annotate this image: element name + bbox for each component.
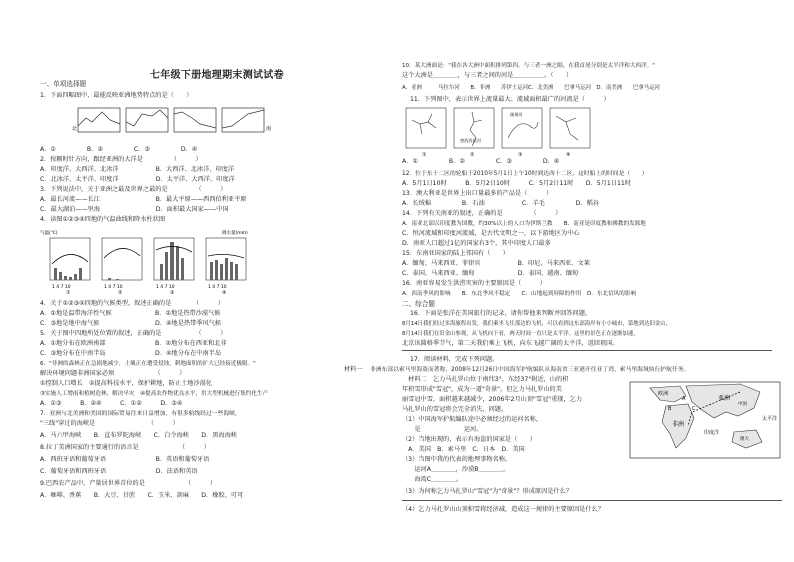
question-14-ab: A．南亚北部以印度教为国教，约30%以上的人口为伊斯兰教 B．南亚是印度教和佛教的发源地 bbox=[402, 221, 646, 227]
question-8-ab: A．西班牙语和葡萄牙语 B．英语和葡萄牙语 bbox=[40, 456, 210, 463]
question-3-ab: A．最长河流——长江 B．最大平原——西西伯利亚平原 bbox=[40, 196, 247, 203]
question-15: 15．东南亚国家的陆上邻国有（ ） bbox=[402, 250, 509, 257]
question-7-options: A．马六甲海峡 B．直布罗陀海峡 C．白令海峡 D．黑海海峡 bbox=[40, 432, 237, 439]
question-4-ab: A．①地是温带海洋性气候 B．②地是热带沙漠气候 bbox=[40, 310, 221, 317]
map-label-china: 中国 bbox=[738, 402, 747, 407]
river-num-3: ③ bbox=[518, 152, 523, 158]
sub-question-3-blank-c: 海湾C＿＿＿＿。 bbox=[402, 476, 463, 483]
question-5: 5．关于图中四地所处位置的叙述，正确的是 （ ） bbox=[40, 330, 227, 337]
panel-label-2: ② bbox=[118, 290, 123, 296]
temp-axis-label: 气温(℃) bbox=[40, 231, 58, 236]
sub-question-1: （1）中国海军护航编队途中必须经过的运河名称， bbox=[402, 416, 543, 423]
panel-label-1: ① bbox=[66, 290, 71, 296]
question-9-options: A．咖啡、香蕉 B．大豆、甘蔗 C．玉米、剑麻 D．橡胶、可可 bbox=[40, 492, 244, 499]
months-label-2: 1 4 7 10 bbox=[104, 285, 123, 290]
question-5-cd: C．③地分布在中南半岛 D．④地分布在中南半岛 bbox=[40, 350, 222, 357]
answer-line-2 bbox=[402, 500, 782, 501]
question-1: 1．下面四幅图中，最能反映亚洲地势特点的是（ ） bbox=[40, 92, 193, 99]
river-num-1: ① bbox=[422, 152, 427, 158]
sub-question-1-blank: 是 运河。 bbox=[402, 426, 483, 433]
map-label-c: C bbox=[692, 406, 696, 412]
question-15-ab: A．缅甸、马来西亚、菲律宾 B．印尼、马来西亚、文莱 bbox=[402, 260, 590, 267]
profile-diagrams bbox=[72, 104, 272, 136]
question-2-cd: C．北冰洋、太平洋、印度洋 D．太平洋、大西洋、印度洋 bbox=[40, 176, 235, 183]
south-label: 南 bbox=[266, 126, 272, 132]
question-14-c: C．恒河流域和印度河流域，是古代文明之一，以下游地区为中心 bbox=[402, 230, 580, 237]
question-6-options: A．①③ B．②④ C．①② D．③④ bbox=[40, 400, 183, 407]
sub-question-3b: （3）为何称乞力马扎罗山"雪冠"为"奇景"？形成原因是什么？ bbox=[402, 488, 573, 495]
panel-label-4: ④ bbox=[222, 290, 227, 296]
sub-question-2-options: A．美国 B．索马里 C．日本 D．美国 bbox=[402, 446, 525, 453]
precip-axis-label: 降水量(mm) bbox=[222, 231, 248, 236]
river-label-congo: 刚果河 bbox=[510, 112, 523, 117]
question-8-cd: C．葡萄牙语和西班牙语 D．法语和英语 bbox=[40, 468, 198, 475]
question-3-cd: C．最大湖泊——里海 D．面积最大国家——中国 bbox=[40, 206, 229, 213]
question-8: 8.拉丁美洲国家的主要通行的语言是 （ ） bbox=[40, 444, 210, 451]
sub-question-3-blanks: 运河A＿＿＿＿，沙漠B＿＿＿＿。 bbox=[402, 466, 510, 473]
panel-label-3: ③ bbox=[170, 290, 175, 296]
question-2: 2．按顺时针方向，跟经亚洲的大洋是 （ ） bbox=[40, 156, 202, 163]
map-label-a: A bbox=[682, 396, 686, 402]
material-2-line-4: 马扎罗山的雪冠将会完全消失，问题。 bbox=[402, 406, 508, 413]
passage-16-line-4: 北京该圆格季节气，第二天我们乘上飞机，向东飞越广阔的太平洋，返回祖国。 bbox=[402, 340, 619, 347]
question-7-cont: "三线"穿过的海峡是 （ ） bbox=[40, 420, 179, 427]
question-15-cd: C．泰国、马来西亚、缅甸 D．泰国、越南、缅甸 bbox=[402, 270, 579, 277]
question-12: 12．位于东十二区的轮船于2010年5月1日上午10时到达西十二区，这时船上的时间是（ ） bbox=[402, 171, 648, 177]
question-6: 6．"非洲的森林正在急剧地减少，土壤正在遭受侵蚀，耕地面积的扩大已经接近极限。" bbox=[40, 361, 256, 367]
passage-16-line-1: 16．下面是张洋在美国旅行的记录，请你帮他来判断并回答问题。 bbox=[410, 310, 592, 317]
climate-charts bbox=[40, 228, 270, 294]
map-label-australia: 澳大 bbox=[740, 437, 749, 442]
answer-line-1 bbox=[402, 350, 772, 351]
question-6-cont: 解决环境问题非洲国家必须 （ ） bbox=[40, 370, 186, 377]
question-14-d: D．南亚人口超过1亿的国家有3个，其中印度人口最多 bbox=[402, 240, 551, 247]
question-9: 9.巴西农产品中，产量居世界首位的是 （ ） bbox=[40, 480, 217, 487]
section-single-choice: 一、单项选择题 bbox=[40, 80, 87, 88]
question-7: 7．亚洲与北美洲和美国的国际贸易往来日益增加，有很多航线经过一些海峡， bbox=[40, 411, 241, 417]
sub-question-2: （2）当地出现的，表示有海盗的国家是（ ） bbox=[402, 436, 536, 443]
map-label-africa: 非洲 bbox=[672, 421, 685, 428]
river-num-2: ② bbox=[470, 152, 475, 158]
map-label-indian-ocean: 印度洋 bbox=[704, 430, 720, 436]
river-label-mississippi: 密西西比河 bbox=[460, 138, 481, 143]
question-1-options: A．① B．② C．③ D．④ bbox=[40, 146, 198, 153]
river-num-4: ④ bbox=[566, 152, 571, 158]
question-11-options: A．① B．② C．③ D．④ bbox=[402, 158, 560, 165]
question-14: 14．下列有关南亚的叙述，正确的是 （ ） bbox=[402, 210, 562, 217]
question-16: 16．南亚容易发生洪涝灾害的主要原因是（ ） bbox=[402, 280, 546, 287]
material-1-text: 非洲东部以索马里海盗而著称，2008年12月26日中国海军护航编队从海南省三亚港开往亚丁湾、索马里海域执行护航任务。 bbox=[370, 367, 690, 373]
map-label-asia: 亚洲 bbox=[718, 395, 731, 402]
question-5-ab: A．①地分布在欧洲南部 B．②地分布在西亚和北非 bbox=[40, 340, 227, 347]
question-10-cont: 这个大洲是＿＿＿＿，与三者之间的河是＿＿＿＿＿。（ ） bbox=[402, 72, 573, 79]
question-16-options: A．西南季风的影响 B．东北季风不稳定 C．山地起到屏障的作用 D．东北信风的影响 bbox=[402, 291, 637, 297]
question-2-ab: A．印度洋、大西洋、北冰洋 B．大西洋、北冰洋、印度洋 bbox=[40, 166, 235, 173]
question-10: 10．某大洲面是："我在各大洲中面积排列第四，与三者一洲之隔，在我首尾分别是太平洋和大西洋。" bbox=[402, 63, 655, 69]
world-map bbox=[630, 382, 780, 458]
months-label-3: 1 4 7 10 bbox=[156, 285, 175, 290]
passage-16-line-2: 8月14日我们经过多海旅程出发，我们乘坐飞往那边的飞机，可以看到这东部海岸有小小城市，第地到达旧金山， bbox=[402, 321, 672, 327]
question-6-item-2: ③实施人工增雨和植树造林，解决旱灾 ④提高农作物优良水平，用大型机械进行集约化生产 bbox=[40, 391, 269, 397]
question-4: 4．关于①②③④四地的气候类型，叙述正确的是 （ ） bbox=[40, 300, 224, 307]
question-10-options: A．亚洲 马拉尔河 B．非洲 苏伊士运河C．北美洲 巴拿马运河 D．南美洲 巴拿马运河 bbox=[402, 85, 660, 91]
sub-question-3: （3）当图中我的代表的地理事物名称。 bbox=[402, 456, 512, 463]
material-2-line-3: 丽雪冠中雪，面积越来越减少，2006年2月山顶"雪冠"重现，乞力 bbox=[402, 396, 583, 403]
river-sketches bbox=[406, 108, 596, 158]
map-label-pacific: 太平洋 bbox=[762, 416, 778, 422]
material-1-label: 材料一 bbox=[344, 366, 363, 373]
question-3: 3．下列说法中，关于亚洲之最及世界之最的是 （ ） bbox=[40, 186, 227, 193]
question-12-options: A．5月1日10时 B．5月2日10时 C．5月2日11时 D．5月1日11时 bbox=[402, 180, 632, 187]
question-11: 11．下列图中，表示世界上流量最大、流域面积最广的河流是（ ） bbox=[410, 96, 610, 103]
map-label-europe: 欧洲 bbox=[658, 391, 669, 397]
material-2-line-1: 材料二 乞力马扎罗山位于南纬3°，东经37°附近，山的积 bbox=[402, 376, 569, 383]
months-label-1: 1 4 7 10 bbox=[52, 285, 71, 290]
question-13: 13．澳大利亚是世界上出口量最多的产品是（ ） bbox=[402, 190, 553, 197]
section-comprehensive: 二、综合题 bbox=[402, 300, 435, 308]
map-label-b: B bbox=[668, 406, 672, 412]
page-title: 七年级下册地理期末测试试卷 bbox=[150, 70, 284, 81]
passage-16-line-3: 8月14日我们在旧金山参观，从飞机向下看，两天时间一直只是太平洋。这里的景色正在逐渐加速， bbox=[402, 331, 639, 337]
question-6-item-1: ①控制人口增长 ②提高科技水平，保护耕地，防止土地沙漠化 bbox=[40, 380, 212, 387]
question-17: 17．阅读材料，完成下列问题。 bbox=[410, 356, 499, 363]
question-13-options: A．长绒棉 B．石油 C．羊毛 D．稻谷 bbox=[402, 200, 599, 207]
months-label-4: 1 4 7 10 bbox=[208, 285, 227, 290]
question-4-cd: C．③地是地中海气候 D．④地是热带季风气候 bbox=[40, 320, 222, 327]
material-2-line-2: 年积雪形成"雪冠"，成为一道"奇景"。但乞力马扎罗山的美 bbox=[402, 386, 562, 393]
question-4-stem: 4．读图①②③④四地的气温曲线和降水柱状图 bbox=[40, 216, 166, 223]
north-label: 北 bbox=[72, 126, 78, 132]
sub-question-4: （4）乞力马扎罗山山顶积雪将经济减，造成这一规律的主要原因是什么？ bbox=[402, 506, 604, 513]
